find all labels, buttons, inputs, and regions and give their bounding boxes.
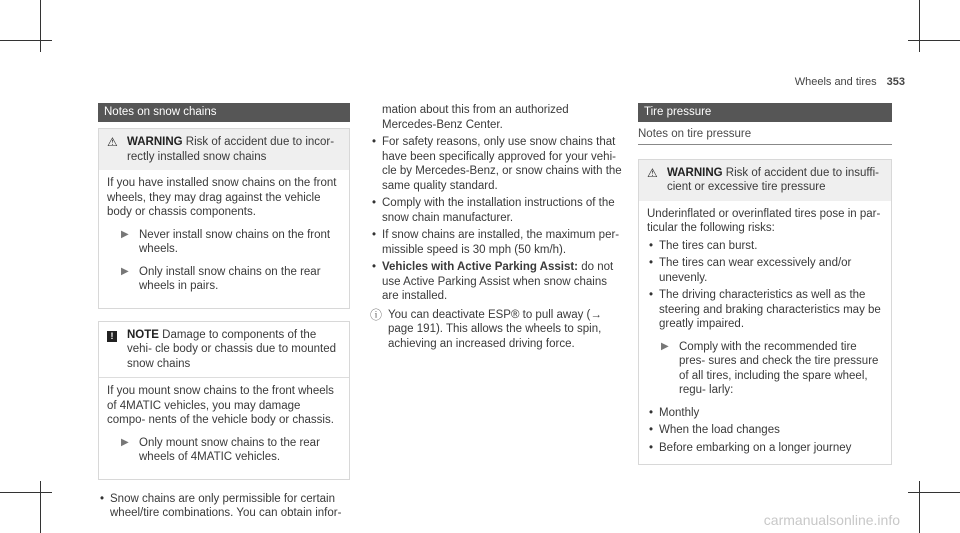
step-arrow-icon: ▶ xyxy=(121,436,129,448)
list-item xyxy=(370,260,624,304)
bullet-list xyxy=(98,492,350,521)
list-item: • Monthly xyxy=(647,406,883,421)
section-bar: Tire pressure xyxy=(638,103,892,122)
warning-text: Risk of accident due to incor- rectly installed snow chains xyxy=(127,136,335,163)
warning-label: WARNING xyxy=(667,166,723,179)
warning-box xyxy=(638,159,892,466)
note-body xyxy=(99,377,349,479)
warning-triangle-icon: ⚠ xyxy=(107,135,118,149)
crop-mark xyxy=(0,492,52,493)
crop-mark xyxy=(919,0,920,52)
warning-head xyxy=(639,160,891,201)
bullet-list xyxy=(370,135,624,304)
instruction-step xyxy=(107,228,341,257)
risk-list xyxy=(647,239,883,332)
list-item: • Before embarking on a longer journey xyxy=(647,441,883,456)
crop-mark xyxy=(40,481,41,533)
instruction-step xyxy=(107,265,341,294)
note-text: Damage to components of the vehi- cle body or chassis due to mounted snow chains xyxy=(127,328,337,370)
warning-triangle-icon: ⚠ xyxy=(647,165,658,180)
note-body-text: If you mount snow chains to the front wheels of 4MATIC vehicles, you may damage compo- nents of the vehicle body or chassis. xyxy=(107,385,334,426)
list-item: • Snow chains are only permissible for certain wheel/tire combinations. You can obtain infor- xyxy=(98,492,350,521)
crop-mark xyxy=(40,0,41,52)
crop-mark xyxy=(908,40,960,41)
list-item: • For safety reasons, only use snow chains that have been specifically approved for your vehi- cle by Mercedes-Benz, or snow chains with the same quality standard. xyxy=(370,135,624,193)
note-label: NOTE xyxy=(127,328,159,341)
warning-body xyxy=(99,170,349,308)
page-number: 353 xyxy=(886,76,905,88)
section-bar: Notes on snow chains xyxy=(98,103,350,122)
info-text: You can deactivate ESP® to pull away (→ page 191). This allows the wheels to spin, achieving an increased driving force. xyxy=(388,308,602,350)
step-text: Only install snow chains on the rear wheels in pairs. xyxy=(139,265,321,292)
info-note xyxy=(370,308,624,352)
list-item: • The tires can burst. xyxy=(647,239,883,254)
list-item: • Comply with the installation instructions of the snow chain manufacturer. xyxy=(370,196,624,225)
column-3 xyxy=(638,103,892,465)
warning-label: WARNING xyxy=(127,136,183,148)
step-arrow-icon: ▶ xyxy=(661,340,669,352)
subsection-title: Notes on tire pressure xyxy=(638,127,892,145)
active-parking-text: do not use Active Parking Assist when snow chains are installed. xyxy=(382,261,614,302)
note-head xyxy=(99,322,349,378)
section-title: Wheels and tires xyxy=(794,76,877,88)
step-arrow-icon: ▶ xyxy=(121,265,129,277)
watermark: carmanualsonline.info xyxy=(763,511,900,528)
step-text: Only mount snow chains to the rear wheels of 4MATIC vehicles. xyxy=(139,436,320,463)
note-exclamation-icon: ! xyxy=(107,328,117,343)
list-item: • The driving characteristics as well as the steering and braking characteristics may be greatly impaired. xyxy=(647,288,883,332)
step-text: Never install snow chains on the front wheels. xyxy=(139,228,331,255)
page-header xyxy=(795,75,905,90)
instruction-step xyxy=(107,436,341,465)
warning-head xyxy=(99,129,349,170)
step-arrow-icon: ▶ xyxy=(121,228,129,240)
list-item: • The tires can wear excessively and/or unevenly. xyxy=(647,256,883,285)
column-2 xyxy=(370,103,624,351)
column-1 xyxy=(98,103,350,524)
crop-mark xyxy=(908,492,960,493)
warning-text: Risk of accident due to insuffi- cient or excessive tire pressure xyxy=(667,166,879,193)
continued-text: mation about this from an authorized Mercedes-Benz Center. xyxy=(382,104,569,131)
warning-box xyxy=(98,128,350,309)
active-parking-label: Vehicles with Active Parking Assist: xyxy=(382,261,578,273)
note-box xyxy=(98,321,350,480)
info-icon: ⓘ xyxy=(370,307,383,322)
warning-body-text: Underinflated or overinflated tires pose in par- ticular the following risks: xyxy=(647,207,881,234)
crop-mark xyxy=(0,40,52,41)
list-item: • When the load changes xyxy=(647,423,883,438)
frequency-list xyxy=(647,406,883,456)
warning-body xyxy=(639,201,891,465)
step-text: Comply with the recommended tire pres- sures and check the tire pressure of all tires, including the spare wheel, regu- larly: xyxy=(679,340,879,396)
crop-mark xyxy=(919,481,920,533)
instruction-step xyxy=(647,340,883,398)
list-item: • If snow chains are installed, the maximum per- missible speed is 30 mph (50 km/h). xyxy=(370,228,624,257)
warning-body-text: If you have installed snow chains on the front wheels, they may drag against the vehicle body or chassis components. xyxy=(107,177,337,218)
